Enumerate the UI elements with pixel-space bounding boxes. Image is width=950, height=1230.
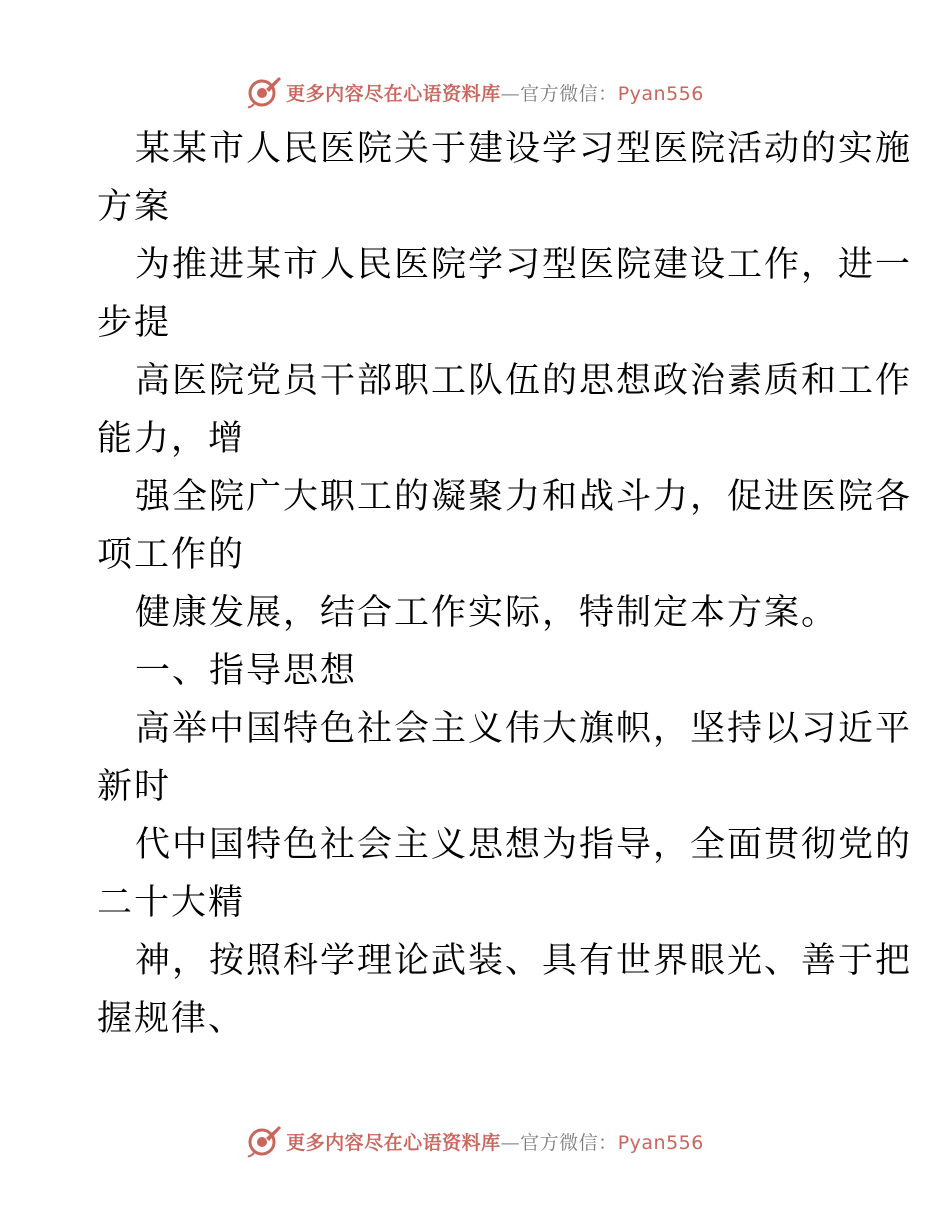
doc-line: 高医院党员干部职工队伍的思想政治素质和工作 bbox=[135, 361, 913, 401]
watermark-brand: 更多内容尽在心语资料库 bbox=[286, 1131, 501, 1154]
doc-line: 某某市人民医院关于建设学习型医院活动的实施 bbox=[135, 129, 913, 169]
document-body bbox=[97, 120, 913, 1048]
doc-line: 高举中国特色社会主义伟大旗帜，坚持以习近平 bbox=[135, 709, 913, 749]
watermark-id: Pyan556 bbox=[617, 1131, 704, 1154]
doc-line: 为推进某市人民医院学习型医院建设工作，进一 bbox=[135, 245, 913, 285]
doc-line: 健康发展，结合工作实际，特制定本方案。 bbox=[135, 593, 839, 633]
watermark-dash: — bbox=[500, 1131, 521, 1154]
watermark-text bbox=[286, 1128, 704, 1155]
watermark-official: 官方微信： bbox=[520, 82, 618, 105]
doc-line: 握规律、 bbox=[97, 999, 246, 1039]
watermark-brand: 更多内容尽在心语资料库 bbox=[286, 82, 501, 105]
doc-line: 步提 bbox=[97, 303, 172, 343]
watermark-official: 官方微信： bbox=[520, 1131, 618, 1154]
watermark-text bbox=[286, 79, 704, 106]
doc-line: 方案 bbox=[97, 187, 172, 227]
doc-line: 项工作的 bbox=[97, 535, 246, 575]
pen-logo-icon bbox=[246, 1123, 282, 1159]
doc-line: 代中国特色社会主义思想为指导，全面贯彻党的 bbox=[135, 825, 913, 865]
doc-line: 能力，增 bbox=[97, 419, 246, 459]
doc-line: 二十大精 bbox=[97, 883, 246, 923]
doc-line: 强全院广大职工的凝聚力和战斗力，促进医院各 bbox=[135, 477, 913, 517]
watermark-dash: — bbox=[500, 82, 521, 105]
doc-line: 新时 bbox=[97, 767, 172, 807]
doc-line: 神，按照科学理论武装、具有世界眼光、善于把 bbox=[135, 941, 913, 981]
footer-watermark bbox=[0, 1121, 950, 1161]
pen-logo-icon bbox=[246, 74, 282, 110]
section-heading: 一、指导思想 bbox=[135, 651, 358, 691]
watermark-id: Pyan556 bbox=[617, 82, 704, 105]
header-watermark bbox=[0, 72, 950, 112]
